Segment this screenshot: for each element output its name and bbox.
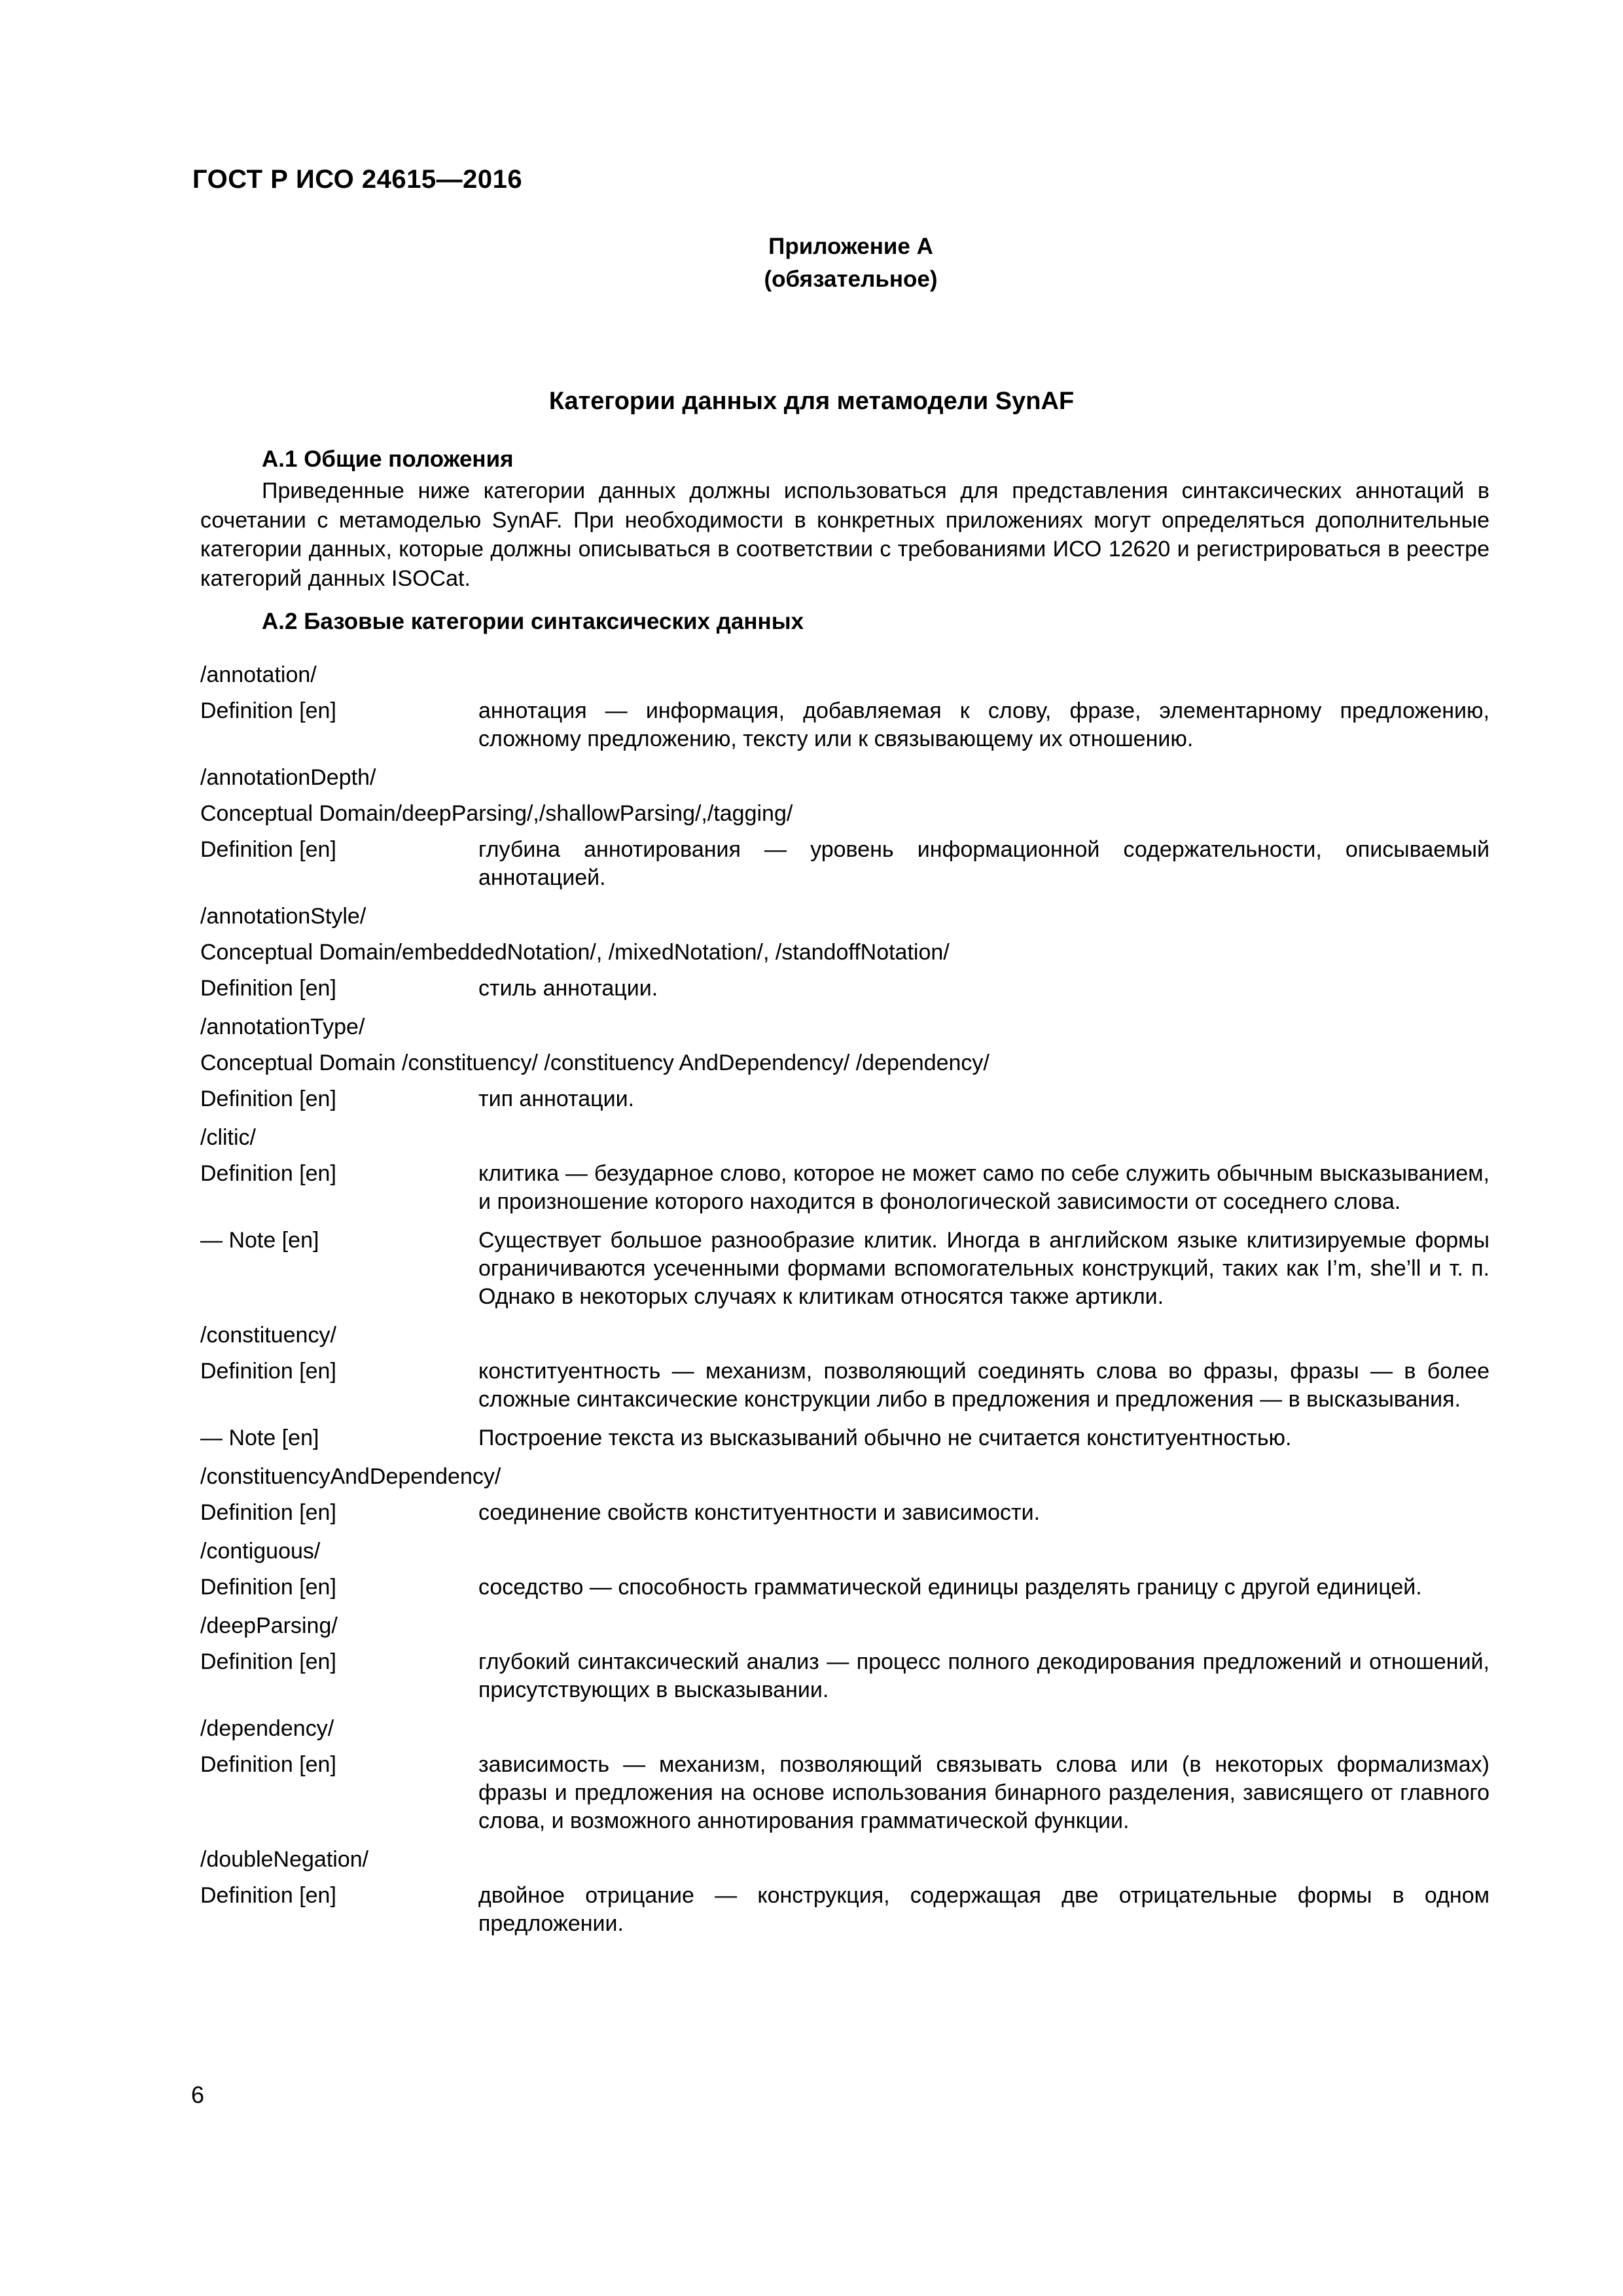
field-value: конституентность — механизм, позволяющий соединять слова во фразы, фразы — в более сложные синтаксические конструкции либо в предложения и предложения — в высказывания. xyxy=(478,1359,1489,1412)
field-label: Definition [en] xyxy=(200,1883,336,1908)
data-category-field xyxy=(200,1424,1489,1452)
appendix-status: (обязательное) xyxy=(764,266,938,292)
appendix-label: Приложение А xyxy=(768,234,933,259)
appendix-title: Категории данных для метамодели SynAF xyxy=(548,387,1075,415)
appendix-block xyxy=(720,230,982,296)
field-label: Definition [en] xyxy=(200,1161,336,1186)
field-value: соседство — способность грамматической единицы разделять границу с другой единицей. xyxy=(478,1575,1422,1600)
data-category-field xyxy=(200,1227,1489,1311)
field-value: аннотация — информация, добавляемая к слову, фразе, элементарному предложению, сложному предложению, тексту или к связывающему их отношению. xyxy=(478,698,1489,751)
data-category-name: /annotation/ xyxy=(200,662,317,687)
data-category-field xyxy=(200,975,1489,1003)
field-value: глубокий синтаксический анализ — процесс полного декодирования предложений и отношений, присутствующих в высказывании. xyxy=(478,1649,1489,1702)
section-a1-text: Приведенные ниже категории данных должны использоваться для представления синтаксических аннотаций в сочетании с метамоделью SynAF. При необходимости в конкретных приложениях могут определяться дополнительные категории данных, которые должны описываться в соответствии с требованиями ИСО 12620 и регистрироваться в реестре категорий данных ISOCat. xyxy=(200,478,1489,591)
section-a2-heading: А.2 Базовые категории синтаксических данных xyxy=(262,609,804,634)
data-category-name: /annotationDepth/ xyxy=(200,765,376,790)
data-category-name: /annotationStyle/ xyxy=(200,904,366,929)
field-value: глубина аннотирования — уровень информационной содержательности, описываемый аннотацией. xyxy=(478,837,1489,890)
data-category-field xyxy=(200,1573,1489,1602)
field-value: Существует большое разнообразие клитик. Иногда в английском языке клитизируемые формы ограничиваются усеченными формами вспомогательных конструкций, таких как I’m, she’ll и т. п. Однако в некоторых случаях к клитикам относятся также артикли. xyxy=(478,1228,1489,1309)
data-category-field xyxy=(200,836,1489,892)
data-category-field xyxy=(200,697,1489,753)
field-value: тип аннотации. xyxy=(478,1086,635,1111)
data-category-name: /dependency/ xyxy=(200,1716,334,1741)
data-category-name: Conceptual Domain /constituency/ /constituency AndDependency/ /dependency/ xyxy=(200,1050,990,1075)
data-category-name: /deepParsing/ xyxy=(200,1613,338,1638)
field-value: Построение текста из высказываний обычно не считается конституентностью. xyxy=(478,1426,1292,1450)
field-label: Definition [en] xyxy=(200,1359,336,1384)
data-category-name: /clitic/ xyxy=(200,1125,256,1150)
data-category-name: /constituency/ xyxy=(200,1323,336,1348)
data-category-name: /doubleNegation/ xyxy=(200,1847,369,1872)
field-label: Definition [en] xyxy=(200,1575,336,1600)
field-label: Definition [en] xyxy=(200,976,336,1001)
data-category-field xyxy=(200,1085,1489,1113)
field-label: Definition [en] xyxy=(200,1086,336,1111)
field-value: двойное отрицание — конструкция, содержащая две отрицательные формы в одном предложении. xyxy=(478,1883,1489,1936)
field-label: Definition [en] xyxy=(200,1752,336,1777)
data-category-field xyxy=(200,1357,1489,1414)
data-category-name: Conceptual Domain/deepParsing/,/shallowParsing/,/tagging/ xyxy=(200,801,793,826)
field-label: — Note [en] xyxy=(200,1426,319,1450)
document-header: ГОСТ Р ИСО 24615—2016 xyxy=(192,165,523,194)
data-category-field xyxy=(200,1882,1489,1938)
data-category-field xyxy=(200,1648,1489,1704)
data-category-name: /annotationType/ xyxy=(200,1014,365,1039)
field-label: Definition [en] xyxy=(200,698,336,723)
field-value: клитика — безударное слово, которое не может само по себе служить обычным высказыванием, и произношение которого находится в фонологической зависимости от соседнего слова. xyxy=(478,1161,1489,1214)
section-a1-heading: А.1 Общие положения xyxy=(262,446,514,472)
data-category-field xyxy=(200,1751,1489,1835)
field-label: — Note [en] xyxy=(200,1228,319,1253)
data-category-list xyxy=(200,661,1489,1948)
field-label: Definition [en] xyxy=(200,1649,336,1674)
data-category-name: /constituencyAndDependency/ xyxy=(200,1464,501,1489)
field-value: стиль аннотации. xyxy=(478,976,658,1001)
field-label: Definition [en] xyxy=(200,1500,336,1525)
field-value: соединение свойств конституентности и зависимости. xyxy=(478,1500,1041,1525)
field-label: Definition [en] xyxy=(200,837,336,862)
page-number: 6 xyxy=(191,2081,205,2108)
field-value: зависимость — механизм, позволяющий связывать слова или (в некоторых формализмах) фразы и предложения на основе использования бинарного разделения, зависящего от главного слова, и возможного аннотирования грамматической функции. xyxy=(478,1752,1489,1833)
data-category-field xyxy=(200,1499,1489,1527)
data-category-name: Conceptual Domain/embeddedNotation/, /mixedNotation/, /standoffNotation/ xyxy=(200,940,950,965)
data-category-field xyxy=(200,1160,1489,1216)
data-category-name: /contiguous/ xyxy=(200,1539,321,1564)
